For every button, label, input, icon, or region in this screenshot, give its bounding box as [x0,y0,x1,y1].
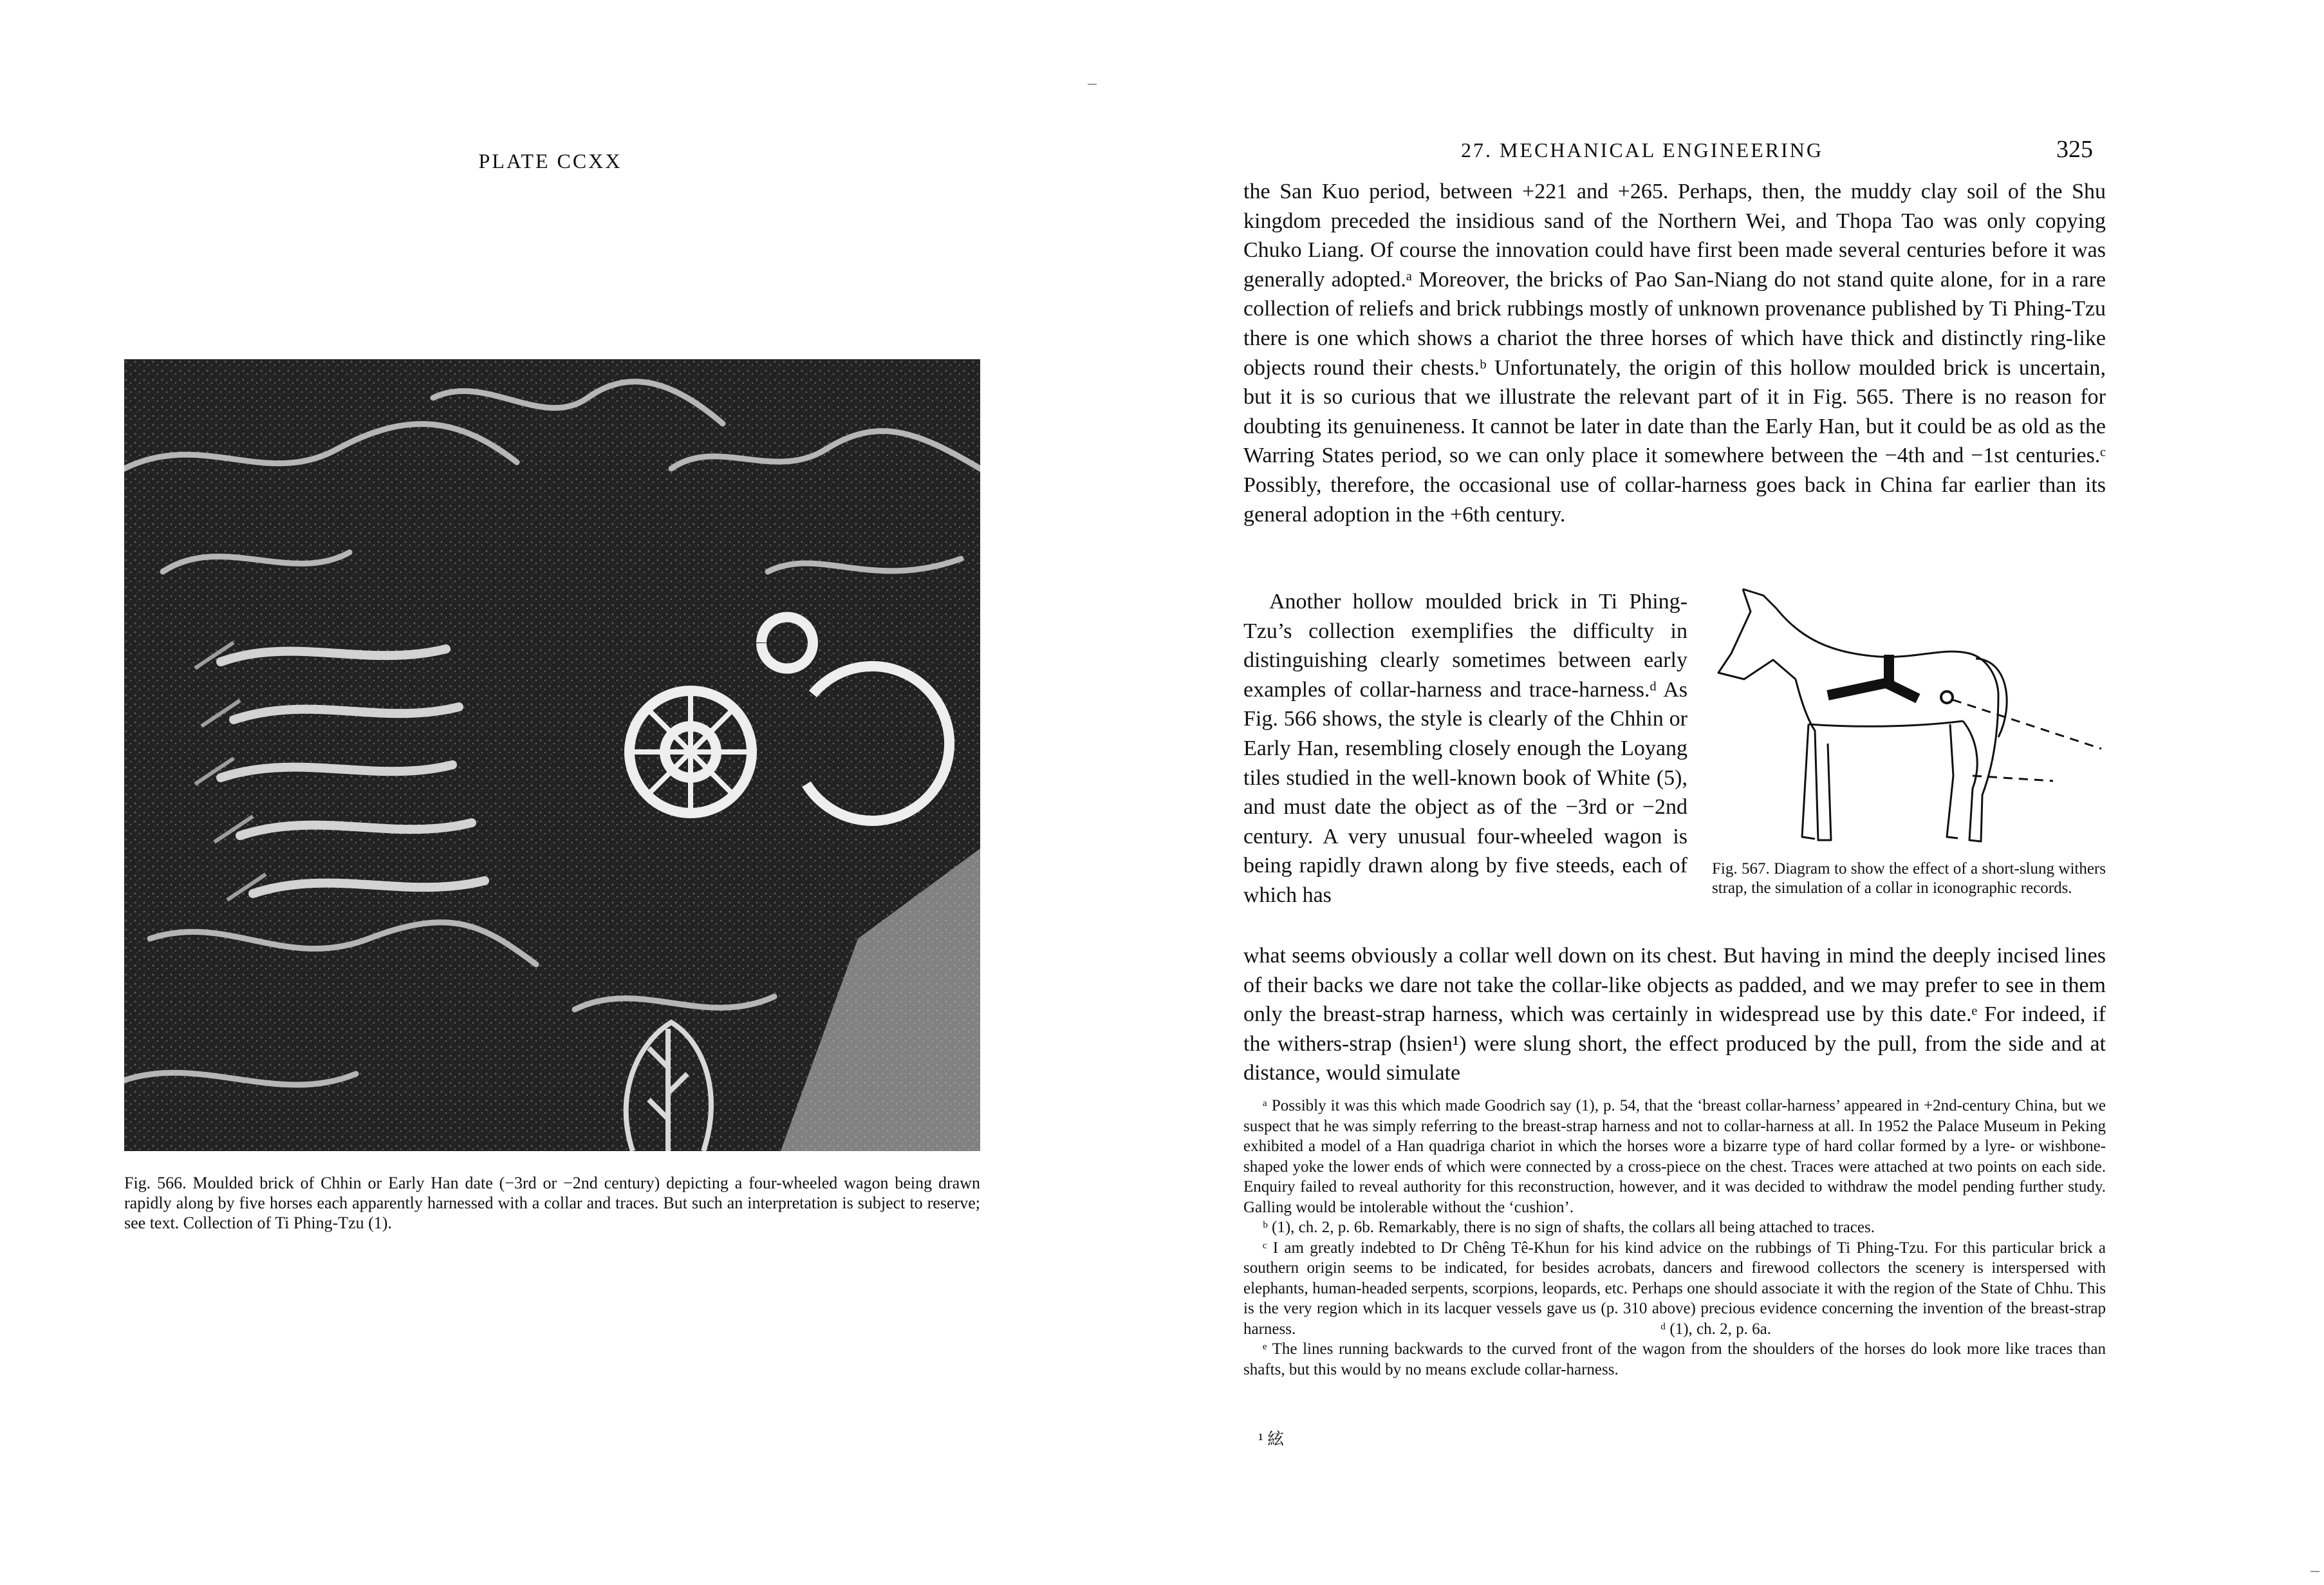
footnote-b: ᵇ (1), ch. 2, p. 6b. Remarkably, there is no sign of shafts, the collars all being attached to traces. [1263,1219,1875,1236]
fig566-caption: Fig. 566. Moulded brick of Chhin or Early Han date (−3rd or −2nd century) depicting a four-wheeled wagon being drawn rapidly along by five horses each apparently harnessed with a collar and traces. But such an interpretation is subject to reserve; see text. Collection of Ti Phing-Tzu (1). [124,1174,980,1232]
footnote-d: ᵈ (1), ch. 2, p. 6a. [1660,1320,1771,1338]
body-paragraph-2-continued: what seems obviously a collar well down on its chest. But having in mind the deeply incised lines of their backs we dare not take the collar-like objects as padded, and we may prefer to see in them only the breast-strap harness, which was certainly in widespread use by this date.ᵉ For indeed, if the withers-strap (hsien¹) were slung short, the effect produced by the pull, from the side and at distance, would simulate [1243,944,2106,1085]
footnote-c: ᶜ I am greatly indebted to Dr Chêng Tê-Khun for his kind advice on the rubbings of Ti Phing-Tzu. For this particular brick a southern origin seems to be indicated, for besides acrobats, dancers and firewood collectors the scenery is interspersed with elephants, human-headed serpents, scorpions, leopards, etc. Perhaps one should associate it with the region of the State of Chhu. This is the very region which in its lacquer vessels gave us (p. 310 above) precious evidence concerning the invention of the breast-strap harness. [1243,1239,2106,1338]
fig567-caption: Fig. 567. Diagram to show the effect of a short-slung withers strap, the simulation of a collar in iconographic records. [1712,860,2106,897]
running-head: 27. MECHANICAL ENGINEERING [1461,138,1823,162]
fig566-relief-image [124,359,980,1151]
scan-mark [2310,1571,2319,1572]
footnotes [1243,1096,2106,1380]
plate-title: PLATE CCXX [478,149,622,173]
body-paragraph-1: the San Kuo period, between +221 and +265. Perhaps, then, the muddy clay soil of the Shu kingdom preceded the insidious sand of the Northern Wei, and Thopa Tao was only copying Chuko Liang. Of course the innovation could have first been made several centuries before it was generally adopted.ᵃ Moreover, the bricks of Pao San-Niang do not stand quite alone, for in a rare collection of reliefs and brick rubbings mostly of unknown provenance published by Ti Phing-Tzu there is one which shows a chariot the three horses of which have thick and distinctly ring-like objects round their chests.ᵇ Unfortunately, the origin of this hollow moulded brick is uncertain, but it is so curious that we illustrate the relevant part of it in Fig. 565. There is no reason for doubting its genuineness. It cannot be later in date than the Early Han, but it could be as old as the Warring States period, so we can only place it somewhere between the −4th and −1st centuries.ᶜ Possibly, therefore, the occasional use of collar-harness goes back in China far earlier than its general adoption in the +6th century. [1243,180,2106,527]
body-paragraph-2-wrapped: Another hollow moulded brick in Ti Phing-Tzu’s collection exemplifies the difficulty in distinguishing clearly sometimes between early examples of collar-harness and trace-harness.ᵈ As Fig. 566 shows, the style is clearly of the Chhin or Early Han, resembling closely enough the Loyang tiles studied in the well-known book of White (5), and must date the object as of the −3rd or −2nd century. A very unusual four-wheeled wagon is being rapidly drawn along by five steeds, each of which has [1243,590,1687,907]
page-number: 325 [2056,136,2093,163]
footnote-e: ᵉ The lines running backwards to the curved front of the wagon from the shoulders of the horses do look more like traces than shafts, but this would by no means exclude collar-harness. [1243,1340,2106,1378]
relief-rubbing-drawing [124,359,980,1151]
fig567-horse-diagram [1706,583,2117,859]
chinese-character-note: ¹ 絃 [1258,1430,1285,1449]
footnote-a: ᵃ Possibly it was this which made Goodrich say (1), p. 54, that the ‘breast collar-harness’ appeared in +2nd-century China, but we suspect that he was simply referring to the breast-strap harness and not to collar-harness at all. In 1952 the Palace Museum in Peking exhibited a model of a Han quadriga chariot in which the horses wore a bizarre type of hard collar formed by a lyre- or wishbone-shaped yoke the lower ends of which were connected by a cross-piece on the chest. Traces were attached at two points on each side. Enquiry failed to reveal authority for this reconstruction, however, and it was decided to withdraw the model pending further study. Galling would be intolerable without the ‘cushion’. [1243,1097,2106,1216]
scan-mark [1088,84,1097,85]
